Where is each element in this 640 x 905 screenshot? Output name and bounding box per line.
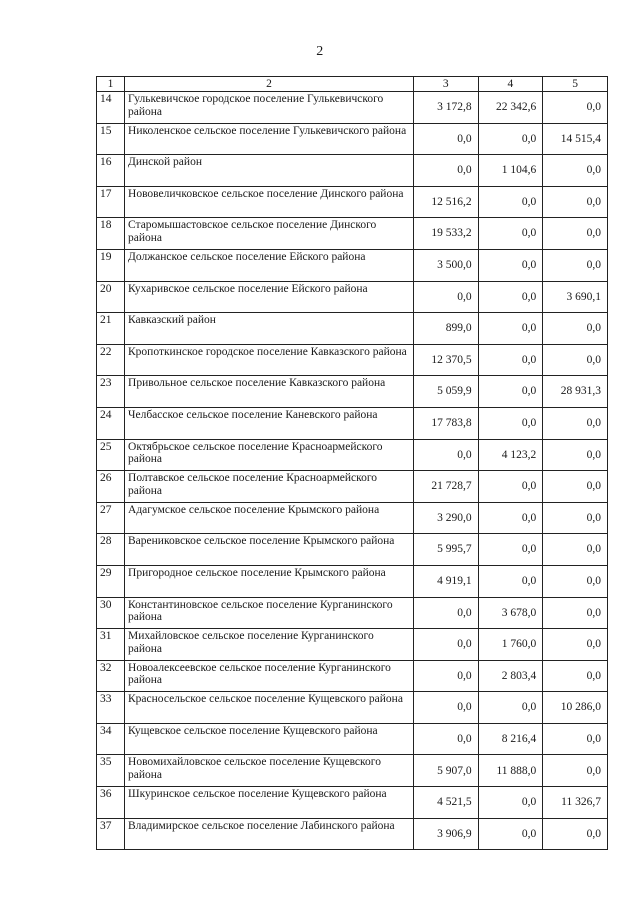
column-4-value-cell: 0,0 [478, 249, 543, 281]
column-3-value-cell: 4 521,5 [413, 787, 478, 819]
column-5-value-cell: 0,0 [543, 534, 608, 566]
column-3-value-cell: 17 783,8 [413, 407, 478, 439]
column-5-value-cell: 0,0 [543, 723, 608, 755]
header-cell-2: 2 [125, 77, 414, 92]
recipient-name-cell: Владимирское сельское поселение Лабинского района [125, 818, 414, 850]
column-3-value-cell: 12 516,2 [413, 186, 478, 218]
column-3-value-cell: 0,0 [413, 439, 478, 471]
table-row [97, 186, 608, 218]
table-row [97, 407, 608, 439]
row-number-cell: 28 [97, 534, 125, 566]
column-5-value-cell: 14 515,4 [543, 123, 608, 155]
column-5-value-cell: 0,0 [543, 629, 608, 661]
column-5-value-cell: 0,0 [543, 344, 608, 376]
row-number-cell: 21 [97, 313, 125, 345]
column-5-value-cell: 0,0 [543, 597, 608, 629]
column-5-value-cell: 10 286,0 [543, 692, 608, 724]
column-5-value-cell: 0,0 [543, 502, 608, 534]
column-3-value-cell: 3 172,8 [413, 92, 478, 124]
column-3-value-cell: 3 500,0 [413, 249, 478, 281]
column-4-value-cell: 0,0 [478, 123, 543, 155]
table-row [97, 629, 608, 661]
recipient-name-cell: Полтавское сельское поселение Красноармейского района [125, 471, 414, 503]
column-4-value-cell: 0,0 [478, 565, 543, 597]
table-row [97, 439, 608, 471]
column-5-value-cell: 0,0 [543, 755, 608, 787]
table-row [97, 818, 608, 850]
row-number-cell: 29 [97, 565, 125, 597]
column-4-value-cell: 22 342,6 [478, 92, 543, 124]
column-5-value-cell: 0,0 [543, 313, 608, 345]
recipient-name-cell: Старомышастовское сельское поселение Динского района [125, 218, 414, 250]
table-row [97, 92, 608, 124]
column-3-value-cell: 21 728,7 [413, 471, 478, 503]
page-number: 2 [316, 44, 324, 59]
column-5-value-cell: 3 690,1 [543, 281, 608, 313]
table-row [97, 692, 608, 724]
column-4-value-cell: 3 678,0 [478, 597, 543, 629]
row-number-cell: 32 [97, 660, 125, 692]
column-3-value-cell: 5 907,0 [413, 755, 478, 787]
recipient-name-cell: Кухаривское сельское поселение Ейского района [125, 281, 414, 313]
table-row [97, 502, 608, 534]
recipient-name-cell: Кропоткинское городское поселение Кавказского района [125, 344, 414, 376]
table-row [97, 534, 608, 566]
recipient-name-cell: Константиновское сельское поселение Курганинского района [125, 597, 414, 629]
column-5-value-cell: 0,0 [543, 186, 608, 218]
recipient-name-cell: Шкуринское сельское поселение Кущевского района [125, 787, 414, 819]
column-4-value-cell: 0,0 [478, 502, 543, 534]
table-row [97, 565, 608, 597]
column-3-value-cell: 0,0 [413, 597, 478, 629]
allocation-table [96, 76, 608, 850]
table-body [97, 77, 608, 850]
column-5-value-cell: 0,0 [543, 155, 608, 187]
column-3-value-cell: 5 059,9 [413, 376, 478, 408]
column-4-value-cell: 2 803,4 [478, 660, 543, 692]
column-4-value-cell: 0,0 [478, 471, 543, 503]
table-row [97, 723, 608, 755]
column-4-value-cell: 0,0 [478, 692, 543, 724]
recipient-name-cell: Адагумское сельское поселение Крымского района [125, 502, 414, 534]
column-4-value-cell: 0,0 [478, 313, 543, 345]
column-5-value-cell: 0,0 [543, 471, 608, 503]
column-4-value-cell: 0,0 [478, 281, 543, 313]
row-number-cell: 14 [97, 92, 125, 124]
column-5-value-cell: 0,0 [543, 407, 608, 439]
table-row [97, 123, 608, 155]
column-5-value-cell: 0,0 [543, 218, 608, 250]
recipient-name-cell: Гулькевичское городское поселение Гулькевичского района [125, 92, 414, 124]
column-5-value-cell: 0,0 [543, 439, 608, 471]
column-4-value-cell: 0,0 [478, 787, 543, 819]
column-4-value-cell: 0,0 [478, 534, 543, 566]
recipient-name-cell: Октябрьское сельское поселение Красноармейского района [125, 439, 414, 471]
row-number-cell: 26 [97, 471, 125, 503]
column-4-value-cell: 0,0 [478, 818, 543, 850]
table-row [97, 376, 608, 408]
column-3-value-cell: 4 919,1 [413, 565, 478, 597]
row-number-cell: 36 [97, 787, 125, 819]
row-number-cell: 33 [97, 692, 125, 724]
row-number-cell: 27 [97, 502, 125, 534]
row-number-cell: 35 [97, 755, 125, 787]
table-row [97, 597, 608, 629]
column-4-value-cell: 8 216,4 [478, 723, 543, 755]
row-number-cell: 34 [97, 723, 125, 755]
column-4-value-cell: 1 104,6 [478, 155, 543, 187]
table-row [97, 249, 608, 281]
table-row [97, 755, 608, 787]
column-4-value-cell: 11 888,0 [478, 755, 543, 787]
row-number-cell: 15 [97, 123, 125, 155]
row-number-cell: 24 [97, 407, 125, 439]
recipient-name-cell: Нововеличковское сельское поселение Динского района [125, 186, 414, 218]
column-4-value-cell: 0,0 [478, 186, 543, 218]
recipient-name-cell: Новомихайловское сельское поселение Кущевского района [125, 755, 414, 787]
column-3-value-cell: 0,0 [413, 123, 478, 155]
row-number-cell: 23 [97, 376, 125, 408]
table-row [97, 313, 608, 345]
table-row [97, 218, 608, 250]
table-row [97, 281, 608, 313]
recipient-name-cell: Привольное сельское поселение Кавказского района [125, 376, 414, 408]
row-number-cell: 25 [97, 439, 125, 471]
column-5-value-cell: 0,0 [543, 249, 608, 281]
recipient-name-cell: Кущевское сельское поселение Кущевского района [125, 723, 414, 755]
column-5-value-cell: 0,0 [543, 660, 608, 692]
recipient-name-cell: Динской район [125, 155, 414, 187]
row-number-cell: 17 [97, 186, 125, 218]
column-3-value-cell: 0,0 [413, 692, 478, 724]
table-row [97, 155, 608, 187]
column-5-value-cell: 28 931,3 [543, 376, 608, 408]
row-number-cell: 20 [97, 281, 125, 313]
column-4-value-cell: 0,0 [478, 407, 543, 439]
row-number-cell: 18 [97, 218, 125, 250]
row-number-cell: 37 [97, 818, 125, 850]
column-3-value-cell: 0,0 [413, 281, 478, 313]
column-3-value-cell: 5 995,7 [413, 534, 478, 566]
recipient-name-cell: Николенское сельское поселение Гулькевичского района [125, 123, 414, 155]
header-cell-4: 4 [478, 77, 543, 92]
row-number-cell: 30 [97, 597, 125, 629]
column-3-value-cell: 0,0 [413, 629, 478, 661]
column-5-value-cell: 11 326,7 [543, 787, 608, 819]
recipient-name-cell: Челбасское сельское поселение Каневского района [125, 407, 414, 439]
recipient-name-cell: Новоалексеевское сельское поселение Курганинского района [125, 660, 414, 692]
table-row [97, 660, 608, 692]
column-3-value-cell: 899,0 [413, 313, 478, 345]
row-number-cell: 22 [97, 344, 125, 376]
column-5-value-cell: 0,0 [543, 818, 608, 850]
column-3-value-cell: 0,0 [413, 155, 478, 187]
column-3-value-cell: 19 533,2 [413, 218, 478, 250]
column-5-value-cell: 0,0 [543, 565, 608, 597]
row-number-cell: 16 [97, 155, 125, 187]
recipient-name-cell: Пригородное сельское поселение Крымского района [125, 565, 414, 597]
column-4-value-cell: 0,0 [478, 344, 543, 376]
table-row [97, 344, 608, 376]
header-cell-1: 1 [97, 77, 125, 92]
recipient-name-cell: Должанское сельское поселение Ейского района [125, 249, 414, 281]
header-cell-3: 3 [413, 77, 478, 92]
column-3-value-cell: 12 370,5 [413, 344, 478, 376]
recipient-name-cell: Михайловское сельское поселение Курганинского района [125, 629, 414, 661]
recipient-name-cell: Кавказский район [125, 313, 414, 345]
header-cell-5: 5 [543, 77, 608, 92]
column-3-value-cell: 3 906,9 [413, 818, 478, 850]
column-4-value-cell: 0,0 [478, 218, 543, 250]
table-row [97, 787, 608, 819]
row-number-cell: 31 [97, 629, 125, 661]
column-3-value-cell: 0,0 [413, 723, 478, 755]
table-header-row [97, 77, 608, 92]
column-4-value-cell: 4 123,2 [478, 439, 543, 471]
recipient-name-cell: Варениковское сельское поселение Крымского района [125, 534, 414, 566]
table-row [97, 471, 608, 503]
column-5-value-cell: 0,0 [543, 92, 608, 124]
recipient-name-cell: Красносельское сельское поселение Кущевского района [125, 692, 414, 724]
column-4-value-cell: 1 760,0 [478, 629, 543, 661]
column-4-value-cell: 0,0 [478, 376, 543, 408]
column-3-value-cell: 0,0 [413, 660, 478, 692]
column-3-value-cell: 3 290,0 [413, 502, 478, 534]
row-number-cell: 19 [97, 249, 125, 281]
